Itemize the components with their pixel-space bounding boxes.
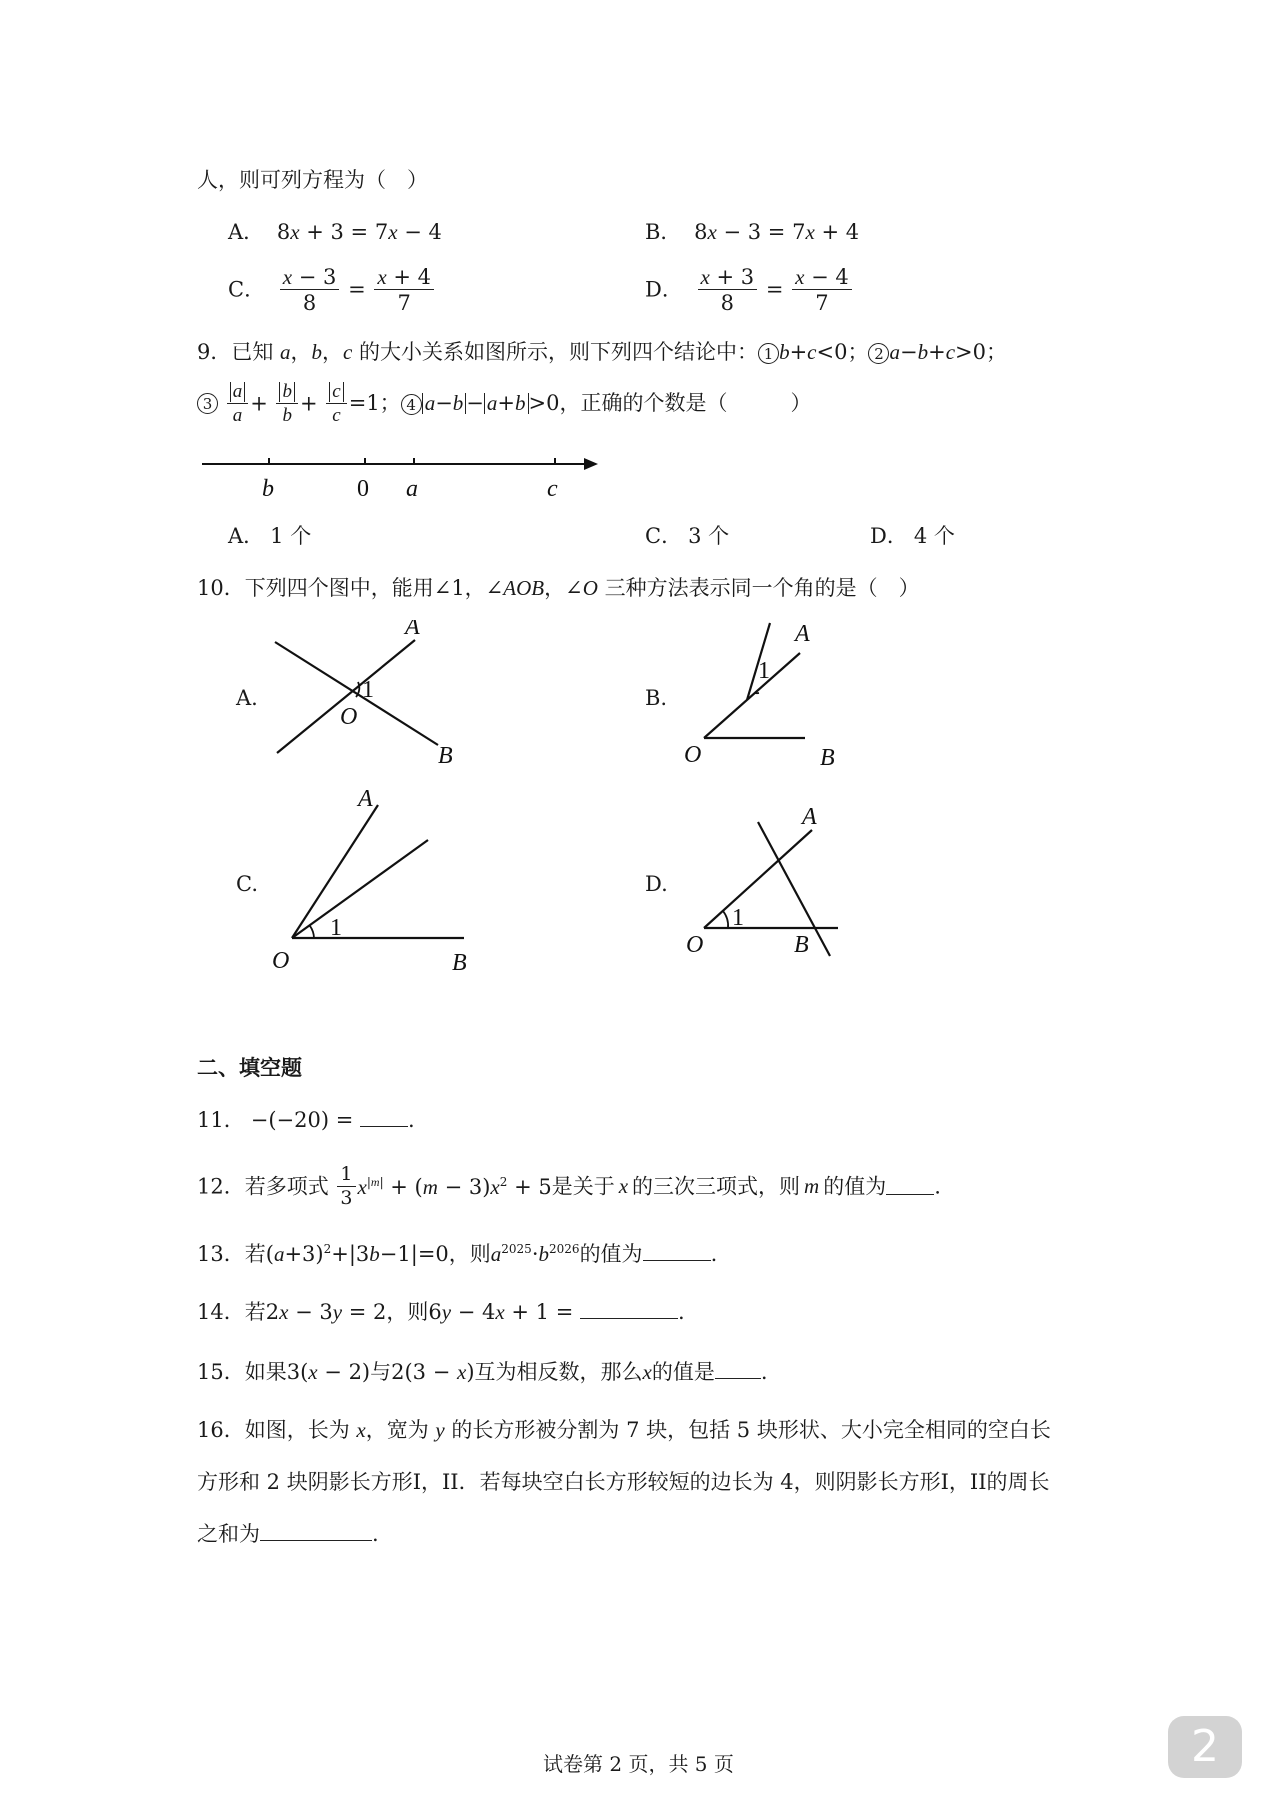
label-1: 1 <box>732 905 744 931</box>
label-1: 1 <box>362 677 374 703</box>
q9-option-d[interactable] <box>870 526 955 547</box>
label-o: O <box>684 742 702 768</box>
q12: 12．若多项式 $\frac{1}{3}$ $x^{|m|} + (m - 3)x^2 + 5$是关于 x 的三次三项式，则 m 的值为 . <box>197 1163 941 1209</box>
label-b: b <box>262 476 274 502</box>
q16-line3: 之和为 . <box>197 1522 379 1546</box>
line-oa <box>704 653 800 738</box>
answer-blank[interactable] <box>580 1302 678 1319</box>
label-b: B <box>438 743 453 769</box>
label-a: A <box>405 620 420 640</box>
answer-blank[interactable] <box>715 1362 761 1379</box>
q10-option-b-label[interactable]: B. <box>645 686 668 710</box>
q10-option-d-label[interactable]: D. <box>645 872 668 896</box>
label-o: O <box>272 948 290 974</box>
q16-line1: 16．如图，长为 x，宽为 y 的长方形被分割为 7 块，包括 5 块形状、大小完全相同的空白长 <box>197 1418 1051 1442</box>
option-text: 4 个 <box>913 524 955 548</box>
q8-option-d[interactable]: D． $\frac{x + 3}{8}$ = $\frac{x - 4}{7}$ <box>645 266 854 314</box>
q14: 14．若2x − 3y = 2，则6y − 4x + 1 = . <box>197 1300 685 1324</box>
label-o: O <box>340 704 358 730</box>
line-oa <box>704 830 812 928</box>
label-a: A <box>795 621 810 647</box>
label-1: 1 <box>330 915 342 941</box>
option-label: B． <box>645 220 682 244</box>
q15: 15．如果3(x − 2)与2(3 − x)互为相反数，那么x的值是 . <box>197 1360 768 1384</box>
q9-option-a[interactable] <box>228 526 311 547</box>
label-c: c <box>547 476 558 502</box>
label-a: A <box>802 804 817 830</box>
label-b: B <box>452 950 467 976</box>
q13: 13．若$(a+3)^2+|3b-1|=0$，则$a^{2025}\cdot b^{2026}$的值为 . <box>197 1242 718 1266</box>
angle-arc <box>310 926 314 938</box>
q8-stem-tail: 人，则可列方程为（ ） <box>197 168 428 192</box>
label-a: a <box>406 476 418 502</box>
option-label: A． <box>228 524 265 548</box>
label-a: A <box>358 790 373 812</box>
angle-arc <box>723 911 728 928</box>
number-line-arrow <box>584 458 598 470</box>
page-footer: 试卷第 2 页，共 5 页 <box>543 1752 734 1776</box>
page-number-badge[interactable]: 2 <box>1168 1716 1242 1778</box>
answer-blank[interactable] <box>360 1110 408 1127</box>
label-b: B <box>820 745 835 771</box>
q9-stem: 9．已知 a，b，c 的大小关系如图所示，则下列四个结论中： 1 b+c<0； 2 a−b+c>0； <box>197 340 1007 364</box>
q11: 11． −(−20) = . <box>197 1108 415 1132</box>
q8-option-c[interactable]: C． $\frac{x - 3}{8}$ = $\frac{x + 4}{7}$ <box>228 266 436 314</box>
option-text: 3 个 <box>688 524 730 548</box>
q8-option-b[interactable]: B． 8x − 3 = 7x + 4 <box>645 220 860 244</box>
label-b: B <box>794 932 809 958</box>
option-label: D． <box>870 524 908 548</box>
q10-stem: 10．下列四个图中，能用∠1，∠AOB，∠O 三种方法表示同一个角的是（ ） <box>197 576 920 600</box>
option-label: C． <box>228 277 266 302</box>
option-text: 1 个 <box>270 524 312 548</box>
option-label: C． <box>645 524 683 548</box>
q10-option-a-label[interactable]: A. <box>236 686 258 710</box>
option-label: A． <box>228 220 265 244</box>
q8-option-a[interactable]: A． 8x + 3 = 7x − 4 <box>228 220 442 244</box>
line-ray <box>292 840 428 938</box>
q10-figure-d <box>680 800 860 970</box>
answer-blank[interactable] <box>643 1244 711 1261</box>
number-line <box>190 440 610 510</box>
q10-figure-c <box>270 790 480 980</box>
label-o: O <box>686 932 704 958</box>
option-label: D． <box>645 277 683 302</box>
section-title: 二、填空题 <box>197 1056 302 1080</box>
answer-blank[interactable] <box>886 1178 934 1195</box>
q10-figure-a <box>270 620 470 770</box>
q9-stem2: 3 $\frac{a}{a}$ + $\frac{b}{b}$ + $\frac{c}{c}$ =1； 4 a−b − a+b >0，正确的个数是（ ） <box>197 382 811 426</box>
label-0: 0 <box>357 476 369 502</box>
label-1: 1 <box>758 658 770 684</box>
q16-line2: 方形和 2 块阴影长方形I，II．若每块空白长方形较短的边长为 4，则阴影长方形I，II的周长 <box>197 1470 1050 1494</box>
q10-figure-b <box>680 615 860 775</box>
q10-option-c-label[interactable]: C. <box>236 872 258 896</box>
answer-blank[interactable] <box>260 1524 372 1541</box>
q9-option-c[interactable] <box>645 526 729 547</box>
